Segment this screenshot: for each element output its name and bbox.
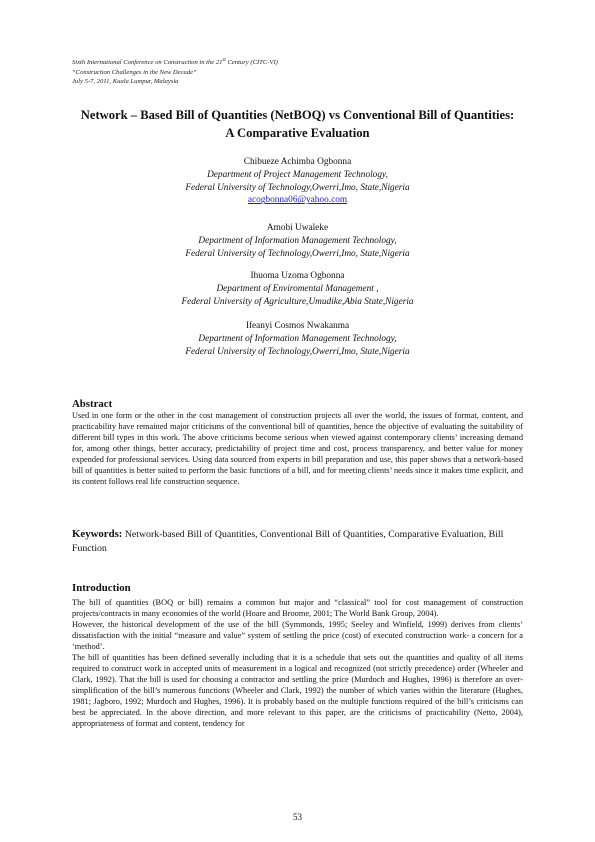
author-university: Federal University of Technology,Owerri,Imo, State,Nigeria — [185, 248, 410, 259]
author-name: Ihuoma Uzoma Ogbonna — [250, 271, 345, 281]
abstract-text: Used in one form or the other in the cost management of construction projects all over the world, the issues of format, content, and practicability have remained major criticisms of the conventional bill of quantities, hence the objective of evaluating the suitability of different bill types in this work. The above criticisms become serious when viewed against contemporary clients’ increasing demand for, among other things, better accuracy, predictability of project time and cost, process transparency, and better value for money expended for professional services. Using data sourced from experts in bill preparation and use, this paper shows that a network-based bill of quantities is better suited to perform the basic functions of a bill, and for meeting clients’ needs since it makes time explicit, and its content follows real life construction sequence. — [72, 411, 523, 486]
author-name: Ifeanyi Cosmos Nwakanma — [245, 321, 350, 331]
keywords-text: Network-based Bill of Quantities, Conventional Bill of Quantities, Comparative Evaluation, Bill Function — [72, 529, 504, 554]
abstract-heading: Abstract — [72, 398, 113, 410]
author-block — [72, 222, 523, 260]
author-department: Department of Enviromental Management , — [216, 283, 379, 294]
author-email-link[interactable]: acogbonna06@yahoo.com — [247, 195, 348, 206]
keywords — [72, 528, 523, 555]
paragraph: The bill of quantities has been defined severally including that it is a schedule that sets out the quantities and quality of all items required to construct work in accepted units of measurement in a logical and recognized (not strictly precedence) order (Wheeler and Clark, 1992). That the bill is used for choosing a contractor and settling the price (Murdoch and Hughes, 1996) is therefore an over-simplification of the bill’s numerous functions (Wheeler and Clark, 1992) the number of which varies within the literature (Hughes, 1981; Jagboro, 1992; Murdoch and Hughes, 1996). It is probably based on the multiple functions required of the bill’s criticisms can best be appreciated. In the above direction, and more relevant to this paper, are the criticisms of practicability (Netto, 2004), appropriateness of format and content, tendency for — [72, 653, 523, 728]
author-department: Department of Information Management Technology, — [198, 333, 397, 344]
page-number: 53 — [293, 812, 302, 822]
paragraph: However, the historical development of the use of the bill (Symmonds, 1995; Seeley and Winfield, 1999) derives from clients’ dissatisfaction with the initial “measure and value” system of settling the price (cost) of executed construction work- a concern for a ‘method’. — [72, 620, 523, 651]
introduction-heading: Introduction — [72, 582, 131, 594]
author-department: Department of Information Management Technology, — [198, 235, 397, 246]
author-block — [72, 156, 523, 207]
author-block — [72, 320, 523, 358]
keywords-label: Keywords: — [72, 528, 123, 540]
author-university: Federal University of Technology,Owerri,Imo, State,Nigeria — [185, 182, 410, 193]
author-department: Department of Project Management Technology, — [207, 169, 388, 180]
paragraph: The bill of quantities (BOQ or bill) remains a common but major and “classical” tool for cost management of construction projects/contracts in many economies of the world (Hoare and Broome, 2001; The World Bank Group, 2004). — [72, 598, 523, 618]
conference-theme: “Construction Challenges in the New Decade” — [72, 68, 197, 76]
author-name: Chibueze Achimba Ogbonna — [243, 157, 352, 167]
author-university: Federal University of Agriculture,Umudike,Abia State,Nigeria — [181, 296, 414, 307]
author-name: Amobi Uwaleke — [266, 223, 329, 233]
introduction-body — [72, 597, 523, 729]
author-university: Federal University of Technology,Owerri,Imo, State,Nigeria — [185, 346, 410, 357]
paper-title: Network – Based Bill of Quantities (NetBOQ) vs Conventional Bill of Quantities: A Comparative Evaluation — [80, 108, 515, 140]
conference-header — [72, 56, 278, 87]
conference-date-location: July 5-7, 2011, Kuala Lumpur, Malaysia — [72, 78, 179, 86]
author-block — [72, 270, 523, 308]
conference-name: Sixth International Conference on Construction in the 21st Century (CITC-VI) — [72, 58, 278, 67]
